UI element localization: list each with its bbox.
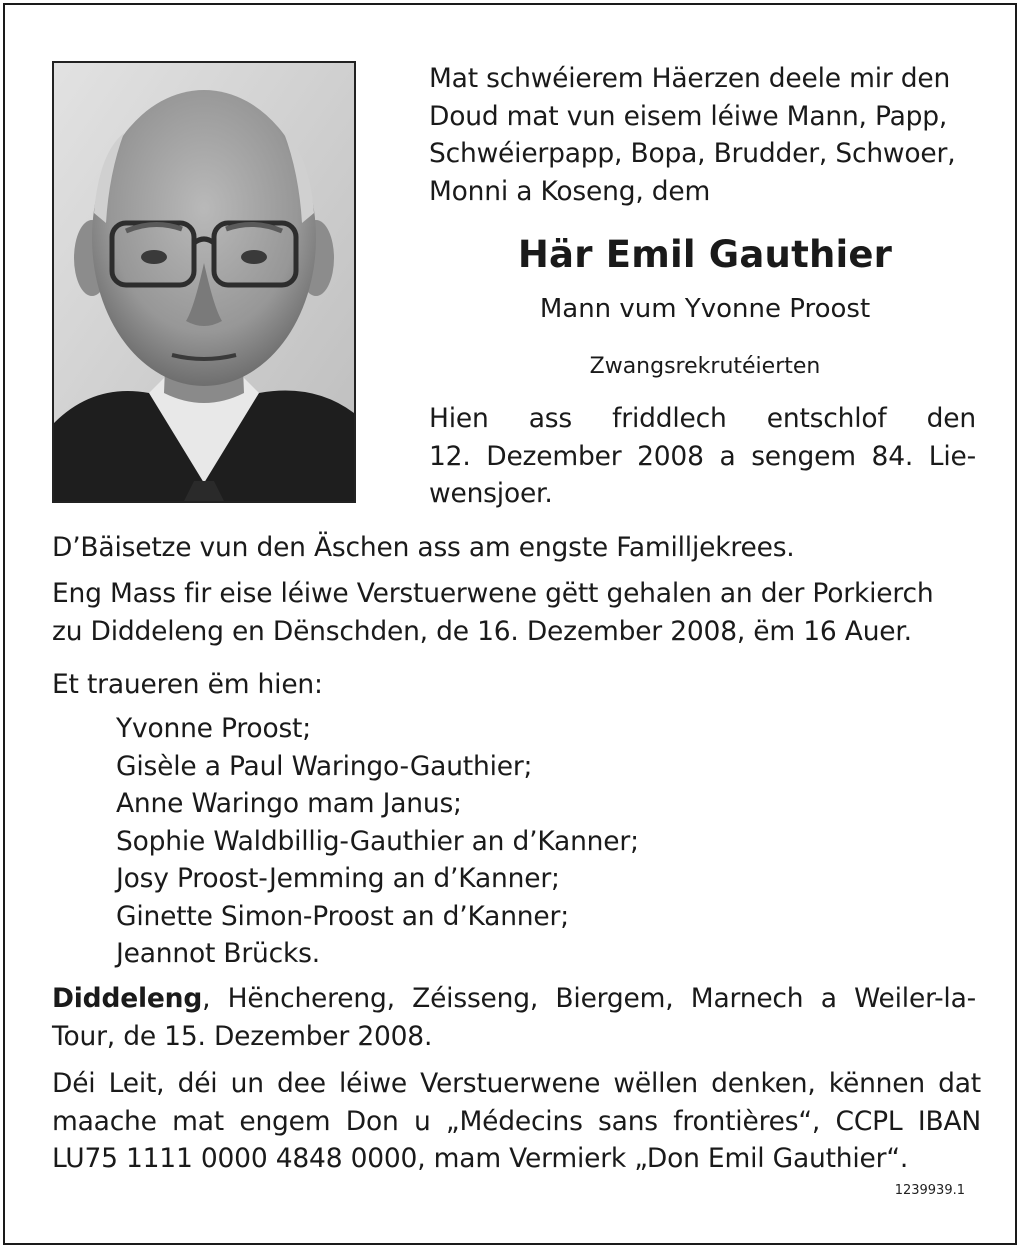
- portrait-image: [54, 63, 354, 501]
- list-item: Sophie Waldbillig-Gauthier an d’Kanner;: [116, 825, 639, 857]
- obituary-notice: [3, 3, 1017, 1245]
- place-and-date: [52, 980, 976, 1055]
- mass-line: zu Diddeleng en Dënschden, de 16. Dezember 2008, ëm 16 Auer.: [52, 615, 912, 647]
- mourners-intro: Et traueren ëm hien:: [52, 669, 323, 700]
- mourners-list: [116, 710, 639, 973]
- list-item: Gisèle a Paul Waringo-Gauthier;: [116, 750, 533, 782]
- portrait-photo: [52, 61, 356, 503]
- place-rest: , Hënchereng, Zéisseng, Biergem, Marnech a Weiler-la-: [202, 983, 976, 1014]
- list-item: Jeannot Brücks.: [116, 938, 320, 969]
- passing-line: wensjoer.: [429, 478, 553, 509]
- donation-line: Déi Leit, déi un dee léiwe Verstuerwene wëllen denken, kënnen dat: [52, 1068, 981, 1099]
- town-name: Diddeleng: [52, 983, 203, 1014]
- spouse-line: Mann vum Yvonne Proost: [539, 294, 871, 324]
- status-line: Zwangsrekrutéierten: [589, 354, 821, 379]
- passing-line: Hien ass friddlech entschlof den: [429, 403, 976, 434]
- intro-line: Doud mat vun eisem léiwe Mann, Papp,: [429, 100, 948, 132]
- list-item: Josy Proost-Jemming an d’Kanner;: [116, 863, 560, 894]
- deceased-name: Här Emil Gauthier: [517, 233, 893, 276]
- list-item: Anne Waringo mam Janus;: [116, 788, 462, 819]
- intro-line: Mat schwéierem Häerzen deele mir den: [429, 63, 951, 94]
- donation-line: LU75 1111 0000 4848 0000, mam Vermierk „Don Emil Gauthier“.: [52, 1143, 909, 1174]
- passing-text: [429, 400, 976, 513]
- intro-line: Schwéierpapp, Bopa, Brudder, Schwoer,: [429, 138, 956, 169]
- reference-number: 1239939.1: [894, 1183, 965, 1198]
- mass-line: Eng Mass fir eise léiwe Verstuerwene gëtt gehalen an der Porkierch: [52, 578, 934, 609]
- donation-note: [52, 1065, 981, 1178]
- intro-text: [429, 60, 981, 210]
- donation-line: maache mat engem Don u „Médecins sans frontières“, CCPL IBAN: [52, 1105, 981, 1137]
- list-item: Ginette Simon-Proost an d’Kanner;: [116, 900, 569, 932]
- place-line: [52, 980, 976, 1018]
- intro-line: Monni a Koseng, dem: [429, 175, 711, 207]
- burial-note: D’Bäisetze vun den Äschen ass am engste Familljekrees.: [52, 532, 795, 563]
- list-item: Yvonne Proost;: [116, 713, 311, 744]
- mass-announcement: [52, 575, 933, 650]
- passing-line: 12. Dezember 2008 a sengem 84. Lie-: [429, 440, 976, 472]
- place-line: Tour, de 15. Dezember 2008.: [52, 1020, 433, 1052]
